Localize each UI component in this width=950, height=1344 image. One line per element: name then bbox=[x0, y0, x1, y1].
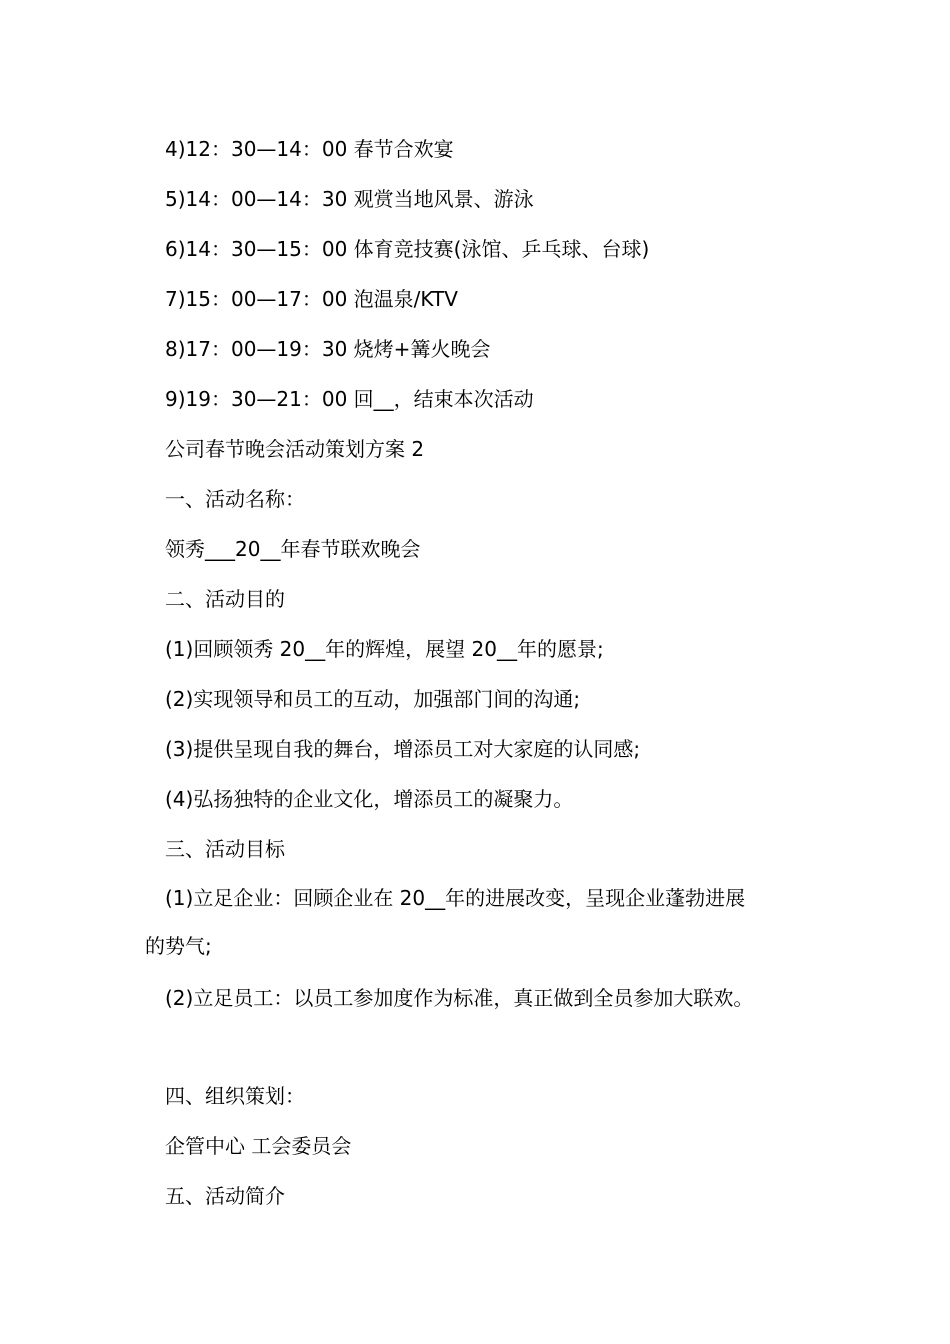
purpose-item-3: (3)提供呈现自我的舞台，增添员工对大家庭的认同感; bbox=[165, 737, 641, 761]
section-heading-3: 三、活动目标 bbox=[165, 837, 285, 861]
organizers: 企管中心 工会委员会 bbox=[165, 1134, 352, 1158]
goal-item-1-continued: 的势气; bbox=[145, 934, 212, 958]
event-name: 领秀___20__年春节联欢晚会 bbox=[165, 537, 421, 561]
goal-item-2: (2)立足员工：以员工参加度作为标准，真正做到全员参加大联欢。 bbox=[165, 986, 754, 1010]
purpose-item-4: (4)弘扬独特的企业文化，增添员工的凝聚力。 bbox=[165, 787, 574, 811]
schedule-item-4: 4)12：30—14：00 春节合欢宴 bbox=[165, 137, 454, 161]
goal-item-1: (1)立足企业：回顾企业在 20__年的进展改变，呈现企业蓬勃进展 bbox=[165, 886, 746, 910]
section-heading-4: 四、组织策划： bbox=[165, 1084, 305, 1108]
schedule-item-6: 6)14：30—15：00 体育竞技赛(泳馆、乒乓球、台球) bbox=[165, 237, 650, 261]
section-heading-1: 一、活动名称： bbox=[165, 487, 305, 511]
section-heading-5: 五、活动简介 bbox=[165, 1184, 285, 1208]
schedule-item-7: 7)15：00—17：00 泡温泉/KTV bbox=[165, 287, 458, 311]
schedule-item-8: 8)17：00—19：30 烧烤+篝火晚会 bbox=[165, 337, 491, 361]
plan-title: 公司春节晚会活动策划方案 2 bbox=[165, 437, 425, 461]
purpose-item-1: (1)回顾领秀 20__年的辉煌，展望 20__年的愿景; bbox=[165, 637, 604, 661]
section-heading-2: 二、活动目的 bbox=[165, 587, 285, 611]
purpose-item-2: (2)实现领导和员工的互动，加强部门间的沟通; bbox=[165, 687, 581, 711]
schedule-item-9: 9)19：30—21：00 回__，结束本次活动 bbox=[165, 387, 534, 411]
schedule-item-5: 5)14：00—14：30 观赏当地风景、游泳 bbox=[165, 187, 534, 211]
